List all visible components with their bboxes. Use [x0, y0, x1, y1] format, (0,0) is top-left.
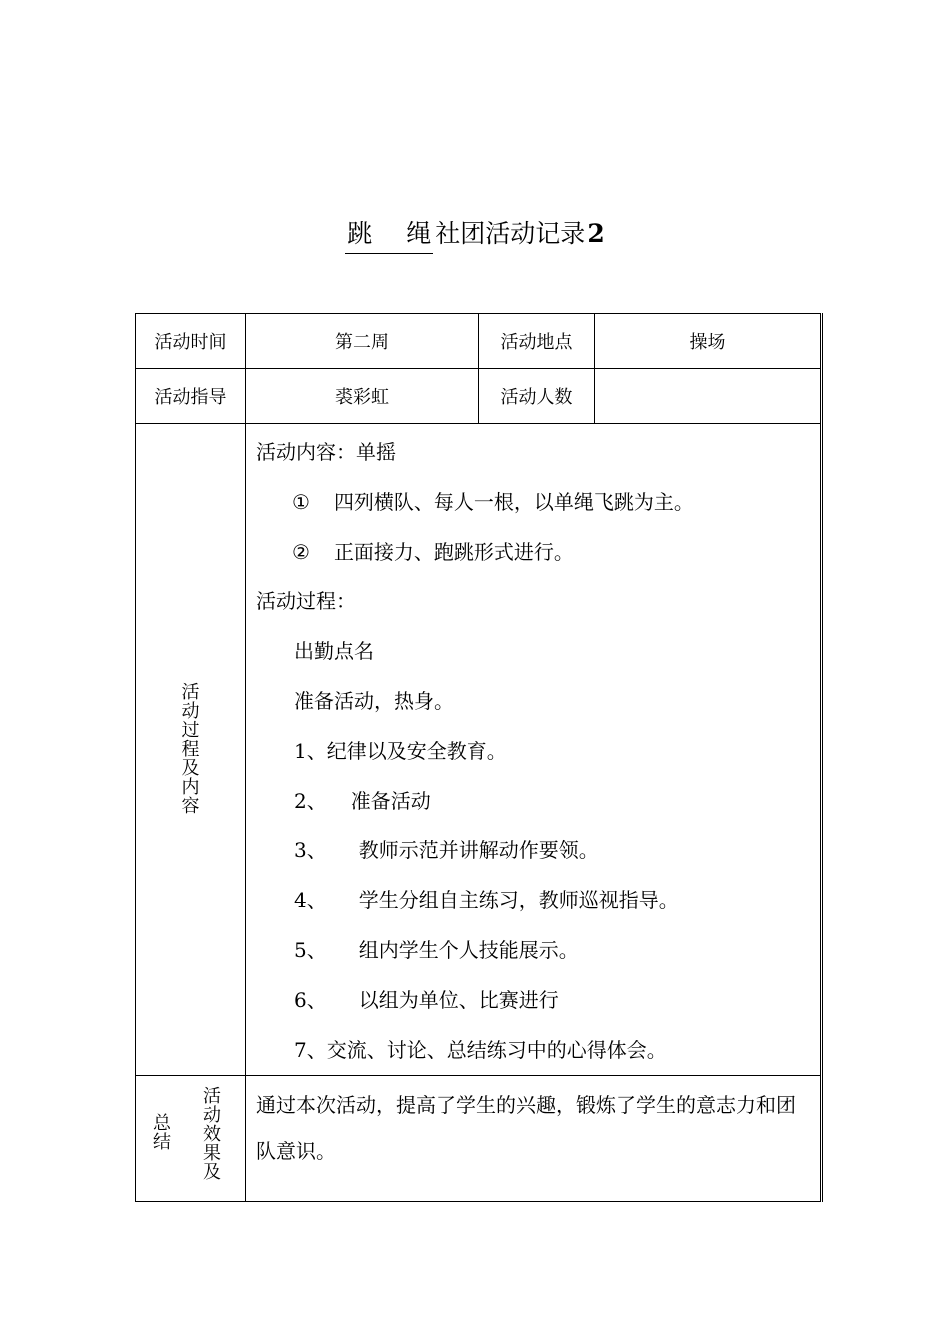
summary-label — [136, 1076, 246, 1202]
table-row — [136, 1076, 822, 1202]
process-step — [256, 777, 820, 827]
document-title — [0, 214, 950, 254]
time-value: 第二周 — [246, 314, 479, 369]
table-row — [136, 424, 822, 1076]
place-value: 操场 — [595, 314, 822, 369]
guide-value: 裘彩虹 — [246, 369, 479, 424]
step-text: 组内学生个人技能展示。 — [358, 937, 579, 962]
summary-label-col1 — [152, 1114, 172, 1152]
process-label-char: 内 — [181, 777, 200, 799]
count-value — [595, 369, 822, 424]
list-item — [256, 528, 820, 578]
summary-label-char: 及 — [203, 1162, 221, 1184]
step-text: 学生分组自主练习，教师巡视指导。 — [358, 888, 679, 913]
time-label: 活动时间 — [136, 314, 246, 369]
list-item — [256, 478, 820, 528]
record-number: 2 — [587, 219, 605, 248]
club-name: 跳 绳 — [345, 215, 433, 254]
process-label-char: 动 — [181, 701, 200, 723]
process-step — [256, 976, 820, 1026]
content-heading: 活动内容：单摇 — [256, 440, 396, 464]
title-text: 社团活动记录 — [435, 219, 586, 248]
list-marker: ① — [292, 489, 310, 514]
process-label-char: 容 — [181, 796, 200, 818]
count-label: 活动人数 — [479, 369, 595, 424]
process-label-char: 过 — [181, 720, 200, 742]
summary-text: 通过本次活动，提高了学生的兴趣，锻炼了学生的意志力和团队意识。 — [256, 1093, 796, 1164]
summary-content — [246, 1076, 822, 1202]
place-label: 活动地点 — [479, 314, 595, 369]
list-text: 四列横队、每人一根，以单绳飞跳为主。 — [333, 489, 694, 514]
list-text: 正面接力、跑跳形式进行。 — [333, 539, 574, 564]
process-line: 1、纪律以及安全教育。 — [294, 738, 507, 763]
step-marker: 3、 — [294, 838, 327, 863]
process-label — [136, 424, 246, 1076]
summary-label-char: 果 — [203, 1143, 221, 1165]
step-marker: 5、 — [294, 937, 327, 962]
summary-label-char: 活 — [203, 1086, 221, 1108]
summary-label-char: 结 — [153, 1132, 171, 1154]
process-step — [256, 926, 820, 976]
step-marker: 6、 — [294, 987, 327, 1012]
summary-label-char: 动 — [203, 1105, 221, 1127]
process-heading: 活动过程： — [256, 589, 356, 614]
table-row — [136, 369, 822, 424]
process-label-char: 程 — [181, 739, 200, 761]
list-marker: ② — [292, 539, 310, 564]
process-label-char: 活 — [181, 682, 200, 704]
process-label-char: 及 — [181, 758, 200, 780]
step-text: 准备活动 — [350, 788, 431, 813]
summary-label-char: 总 — [153, 1113, 171, 1135]
guide-label: 活动指导 — [136, 369, 246, 424]
process-line: 准备活动，热身。 — [294, 688, 454, 713]
table-row — [136, 314, 822, 369]
process-line: 出勤点名 — [294, 639, 374, 664]
process-label-vertical — [136, 683, 245, 816]
step-text: 以组为单位、比赛进行 — [358, 987, 559, 1012]
activity-record-table — [135, 313, 823, 1202]
summary-label-col2 — [202, 1087, 222, 1182]
process-content — [246, 424, 822, 1076]
step-marker: 4、 — [294, 888, 327, 913]
summary-label-char: 效 — [203, 1124, 221, 1146]
process-step — [256, 876, 820, 926]
process-step — [256, 826, 820, 876]
step-marker: 2、 — [294, 788, 327, 813]
step-text: 教师示范并讲解动作要领。 — [358, 838, 599, 863]
process-last: 7、交流、讨论、总结练习中的心得体会。 — [294, 1037, 667, 1062]
